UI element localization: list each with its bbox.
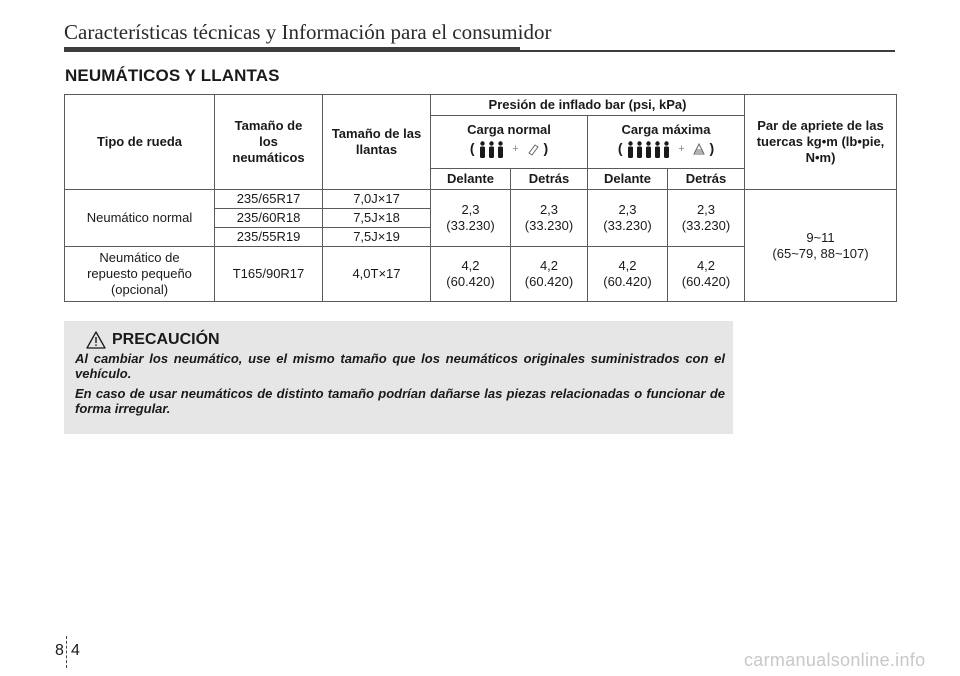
person-icon (497, 141, 504, 158)
pressure-spare-normal-front: 4,2 (60.420) (431, 247, 511, 302)
wheel-type-normal: Neumático normal (65, 190, 215, 247)
header-max-front: Delante (588, 169, 668, 190)
person-icon (636, 141, 643, 158)
page-number: 4 (71, 642, 80, 659)
header-normal-load (431, 116, 588, 169)
rim-size-spare: 4,0T×17 (323, 247, 431, 302)
pressure-spare-max-rear: 4,2 (60.420) (668, 247, 745, 302)
header-max-rear: Detrás (668, 169, 745, 190)
pressure-spare-normal-rear: 4,2 (60.420) (511, 247, 588, 302)
header-pressure: Presión de inflado bar (psi, kPa) (431, 95, 745, 116)
person-icon (654, 141, 661, 158)
pressure-max-rear: 2,3 (33.230) (668, 190, 745, 247)
warning-triangle-icon (86, 331, 106, 349)
pressure-normal-rear: 2,3 (33.230) (511, 190, 588, 247)
rim-size-cell: 7,5J×18 (323, 209, 431, 228)
watermark: carmanualsonline.info (744, 650, 926, 670)
plus-sign: + (678, 143, 685, 156)
max-load-label: Carga máxima (621, 122, 711, 137)
tire-size-cell: 235/65R17 (215, 190, 323, 209)
tire-size-cell: 235/60R18 (215, 209, 323, 228)
rim-size-cell: 7,0J×17 (323, 190, 431, 209)
header-rule-thin (520, 50, 895, 52)
caution-paragraph: En caso de usar neumáticos de distinto tamaño podrían dañarse las piezas relacionadas o funcionar de forma irregular. (75, 386, 725, 416)
header-torque: Par de apriete de las tuercas kg•m (lb•pie, N•m) (745, 95, 897, 190)
normal-load-label: Carga normal (467, 122, 551, 137)
section-number: 8 (55, 642, 64, 659)
header-normal-front: Delante (431, 169, 511, 190)
paren-close: ) (543, 140, 549, 156)
caution-paragraph: Al cambiar los neumático, use el mismo tamaño que los neumáticos originales suministrados con el vehículo. (75, 351, 725, 381)
person-icon (479, 141, 486, 158)
person-icon (627, 141, 634, 158)
page-header-title: Características técnicas y Información para el consumidor (64, 20, 552, 44)
pressure-spare-max-front: 4,2 (60.420) (588, 247, 668, 302)
paren-open: ( (617, 140, 623, 156)
header-max-load (588, 116, 745, 169)
header-wheel-type: Tipo de rueda (65, 95, 215, 190)
caution-body (75, 351, 725, 421)
tire-size-spare: T165/90R17 (215, 247, 323, 302)
page-number-separator (66, 636, 67, 668)
person-icon (663, 141, 670, 158)
header-normal-rear: Detrás (511, 169, 588, 190)
tire-size-cell: 235/55R19 (215, 228, 323, 247)
max-load-icons (591, 138, 741, 162)
pressure-normal-front: 2,3 (33.230) (431, 190, 511, 247)
torque-value: 9~11 (65~79, 88~107) (745, 190, 897, 302)
caution-title: PRECAUCIÓN (112, 331, 220, 348)
caution-header (86, 331, 220, 349)
tire-specs-table (64, 94, 897, 302)
small-bag-icon (526, 142, 540, 156)
caution-box (64, 321, 733, 434)
plus-sign: + (512, 143, 519, 156)
person-icon (645, 141, 652, 158)
person-icon (488, 141, 495, 158)
large-luggage-icon (692, 142, 706, 156)
section-title: NEUMÁTICOS Y LLANTAS (65, 66, 280, 85)
header-tire-size: Tamaño de los neumáticos (215, 95, 323, 190)
paren-close: ) (709, 140, 715, 156)
header-rim-size: Tamaño de las llantas (323, 95, 431, 190)
wheel-type-spare: Neumático de repuesto pequeño (opcional) (65, 247, 215, 302)
header-rule-thick (64, 47, 520, 52)
normal-load-icons (434, 138, 584, 162)
rim-size-cell: 7,5J×19 (323, 228, 431, 247)
paren-open: ( (469, 140, 475, 156)
pressure-max-front: 2,3 (33.230) (588, 190, 668, 247)
